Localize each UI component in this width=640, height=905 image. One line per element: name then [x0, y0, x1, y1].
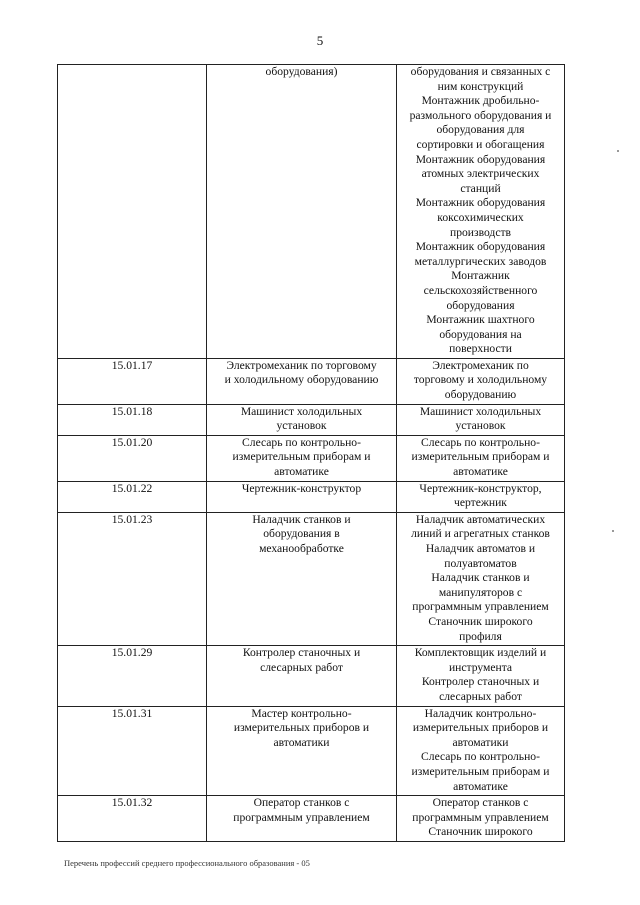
profession-name	[207, 646, 397, 706]
text-line: Монтажник оборудования	[415, 196, 546, 210]
profession-code: 15.01.20	[58, 435, 207, 481]
text-line: оборудования	[446, 298, 515, 312]
text-line: Монтажник	[451, 269, 510, 283]
text-line: профиля	[459, 629, 502, 643]
profession-code: 15.01.31	[58, 706, 207, 796]
text-line: Монтажник оборудования	[415, 152, 546, 166]
scan-speck	[612, 530, 614, 532]
related-professions	[397, 65, 565, 359]
table-row	[58, 706, 565, 796]
text-line: автоматике	[453, 465, 508, 479]
related-professions	[397, 358, 565, 404]
related-professions	[397, 512, 565, 645]
text-line: слесарных работ	[260, 660, 343, 674]
text-line: Слесарь по контрольно-	[421, 435, 540, 449]
table-row	[58, 796, 565, 842]
text-line: измерительным приборам и	[232, 450, 371, 464]
profession-code: 15.01.23	[58, 512, 207, 645]
related-professions	[397, 404, 565, 435]
text-line: измерительным приборам и	[411, 764, 550, 778]
text-line: программным управлением	[233, 810, 370, 824]
text-line: Слесарь по контрольно-	[421, 750, 540, 764]
table-row	[58, 435, 565, 481]
text-line: автоматики	[452, 735, 509, 749]
text-line: Наладчик станков и	[431, 571, 530, 585]
table-row	[58, 358, 565, 404]
professions-table	[57, 64, 565, 842]
text-line: измерительных приборов и	[412, 721, 549, 735]
text-line: слесарных работ	[439, 689, 522, 703]
text-line: манипуляторов с	[438, 585, 523, 599]
text-line: автоматике	[453, 779, 508, 793]
text-line: ним конструкций	[437, 79, 524, 93]
profession-name	[207, 404, 397, 435]
text-line: Станочник широкого	[428, 614, 533, 628]
text-line: измерительных приборов и	[233, 721, 370, 735]
text-line: установок	[276, 419, 327, 433]
profession-code: 15.01.32	[58, 796, 207, 842]
profession-name	[207, 706, 397, 796]
text-line: Контролер станочных и	[242, 646, 361, 660]
text-line: Наладчик контрольно-	[424, 706, 537, 720]
text-line: коксохимических	[437, 210, 524, 224]
scan-speck	[617, 150, 619, 152]
text-line: Комплектовщик изделий и	[414, 646, 547, 660]
related-professions	[397, 706, 565, 796]
text-line: механообработке	[259, 542, 344, 555]
text-line: оборудованию	[444, 388, 517, 402]
profession-code	[58, 65, 207, 359]
text-line: Монтажник оборудования	[415, 240, 546, 254]
related-professions	[397, 796, 565, 842]
text-line: линий и агрегатных станков	[411, 527, 550, 541]
text-line: размольного оборудования и	[409, 108, 552, 122]
text-line: Наладчик автоматов и	[425, 542, 536, 555]
text-line: сортировки и обогащения	[416, 137, 545, 151]
profession-name	[207, 65, 397, 359]
profession-name	[207, 435, 397, 481]
text-line: программным управлением	[412, 600, 549, 614]
text-line: Контролер станочных и	[421, 675, 540, 689]
text-line: Монтажник шахтного	[426, 313, 535, 327]
text-line: Электромеханик по	[432, 358, 529, 372]
profession-name	[207, 512, 397, 645]
text-line: Наладчик автоматических	[415, 512, 546, 526]
text-line: автоматике	[274, 465, 329, 479]
text-line: сельскохозяйственного	[423, 283, 538, 297]
text-line: чертежник	[454, 496, 507, 510]
profession-name	[207, 481, 397, 512]
text-line: установок	[455, 419, 506, 433]
text-line: оборудования на	[439, 327, 522, 341]
text-line: Чертежник-конструктор	[241, 481, 362, 495]
related-professions	[397, 646, 565, 706]
text-line: Слесарь по контрольно-	[242, 435, 361, 449]
text-line: полуавтоматов	[444, 556, 517, 570]
text-line: торговому и холодильному	[413, 373, 548, 387]
table-row	[58, 404, 565, 435]
table-row	[58, 481, 565, 512]
profession-code: 15.01.18	[58, 404, 207, 435]
profession-name	[207, 358, 397, 404]
text-line: Мастер контрольно-	[251, 706, 352, 720]
text-line: Оператор станков с	[432, 796, 529, 810]
text-line: измерительным приборам и	[411, 450, 550, 464]
text-line: оборудования)	[265, 65, 338, 78]
text-line: атомных электрических	[421, 167, 540, 181]
profession-name	[207, 796, 397, 842]
text-line: Наладчик станков и	[252, 512, 351, 526]
text-line: производств	[449, 225, 512, 239]
text-line: Монтажник дробильно-	[421, 94, 540, 108]
text-line: Электромеханик по торговому	[226, 358, 377, 372]
text-line: оборудования и связанных с	[410, 65, 551, 78]
page-footer: Перечень профессий среднего профессионального образования - 05	[64, 858, 310, 868]
text-line: поверхности	[449, 342, 512, 356]
text-line: Машинист холодильных	[419, 404, 542, 418]
table-row	[58, 646, 565, 706]
text-line: Станочник широкого	[428, 825, 533, 839]
text-line: Чертежник-конструктор,	[419, 481, 542, 495]
profession-code: 15.01.29	[58, 646, 207, 706]
text-line: оборудования для	[436, 123, 525, 137]
text-line: и холодильному оборудованию	[224, 373, 379, 387]
page-number: 5	[316, 33, 324, 48]
related-professions	[397, 481, 565, 512]
text-line: инструмента	[448, 660, 513, 674]
profession-code: 15.01.22	[58, 481, 207, 512]
table-row	[58, 512, 565, 645]
text-line: станций	[460, 181, 501, 195]
related-professions	[397, 435, 565, 481]
text-line: Оператор станков с	[253, 796, 350, 810]
text-line: металлургических заводов	[414, 254, 547, 268]
text-line: оборудования в	[263, 527, 340, 541]
table-body	[58, 65, 565, 842]
table-row	[58, 65, 565, 359]
profession-code: 15.01.17	[58, 358, 207, 404]
text-line: автоматики	[273, 735, 330, 749]
text-line: программным управлением	[412, 810, 549, 824]
text-line: Машинист холодильных	[240, 404, 363, 418]
